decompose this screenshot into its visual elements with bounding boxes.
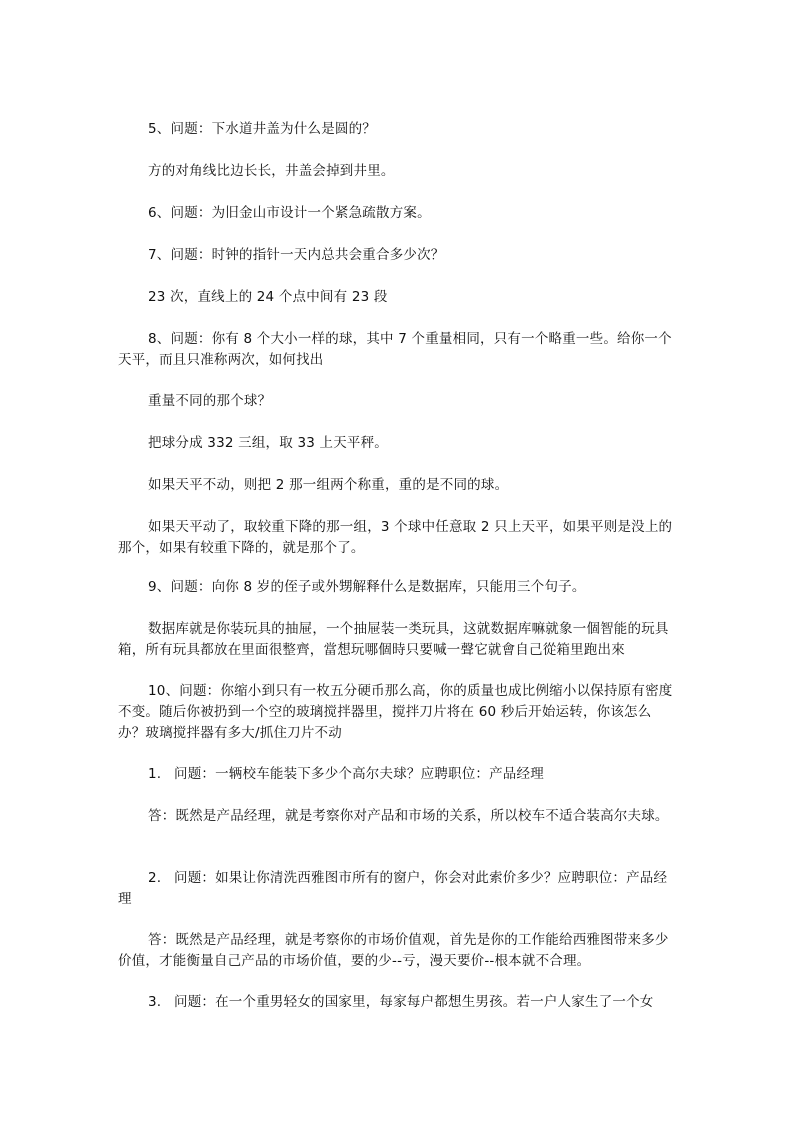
answer-8-step-2: 如果天平不动，则把 2 那一组两个称重，重的是不同的球。 [148,477,509,493]
question-9: 9、问题：向你 8 岁的侄子或外甥解释什么是数据库，只能用三个句子。 [148,579,586,595]
question-8: 8、问题：你有 8 个大小一样的球，其中 7 个重量相同，只有一个略重一些。给你一个天平，而且只准称两次，如何找出 [118,331,672,368]
numbered-answer-1: 答：既然是产品经理，就是考察你对产品和市场的关系，所以校车不适合装高尔夫球。 [148,808,669,824]
answer-7: 23 次，直线上的 24 个点中间有 23 段 [148,289,388,305]
numbered-question-2 [118,868,678,910]
answer-9: 数据库就是你装玩具的抽屉，一个抽屉装一类玩具，这就数据库嘛就象一個智能的玩具箱，所有玩具都放在里面很整齊，當想玩哪個時只要喊一聲它就會自己從箱里跑出來 [118,621,669,658]
answer-8-step-1: 把球分成 332 三组，取 33 上天平秤。 [148,435,389,451]
question-text: 问题：在一个重男轻女的国家里，每家每户都想生男孩。若一户人家生了一个女 [174,994,654,1010]
question-text: 问题：如果让你清洗西雅图市所有的窗户，你会对此索价多少？应聘职位：产品经理 [118,870,668,907]
question-8-cont: 重量不同的那个球？ [148,393,272,409]
numbered-question-1 [118,764,678,785]
question-5: 5、问题：下水道井盖为什么是圆的？ [148,121,376,137]
numbered-question-3 [118,992,678,1013]
answer-5: 方的对角线比边长长，井盖会掉到井里。 [148,163,395,179]
answer-8-step-3: 如果天平动了，取较重下降的那一组，3 个球中任意取 2 只上天平，如果平则是没上的那个，如果有较重下降的，就是那个了。 [118,519,673,556]
question-6: 6、问题：为旧金山市设计一个紧急疏散方案。 [148,205,431,221]
numbered-answer-2: 答：既然是产品经理，就是考察你的市场价值观，首先是你的工作能给西雅图带来多少价值，才能衡量自己产品的市场价值，要的少--亏，漫天要价--根本就不合理。 [118,932,669,969]
question-text: 问题：一辆校车能装下多少个高尔夫球？应聘职位：产品经理 [174,766,544,782]
question-10: 10、问题：你缩小到只有一枚五分硬币那么高，你的质量也成比例缩小以保持原有密度不变。随后你被扔到一个空的玻璃搅拌器里，搅拌刀片将在 60 秒后开始运转，你该怎么办？玻璃搅拌器有多大/抓住刀片不动 [118,683,673,741]
list-number: 1. [148,766,162,782]
question-7: 7、问题：时钟的指针一天内总共会重合多少次？ [148,247,445,263]
list-number: 2. [148,870,162,886]
list-number: 3. [148,994,162,1010]
